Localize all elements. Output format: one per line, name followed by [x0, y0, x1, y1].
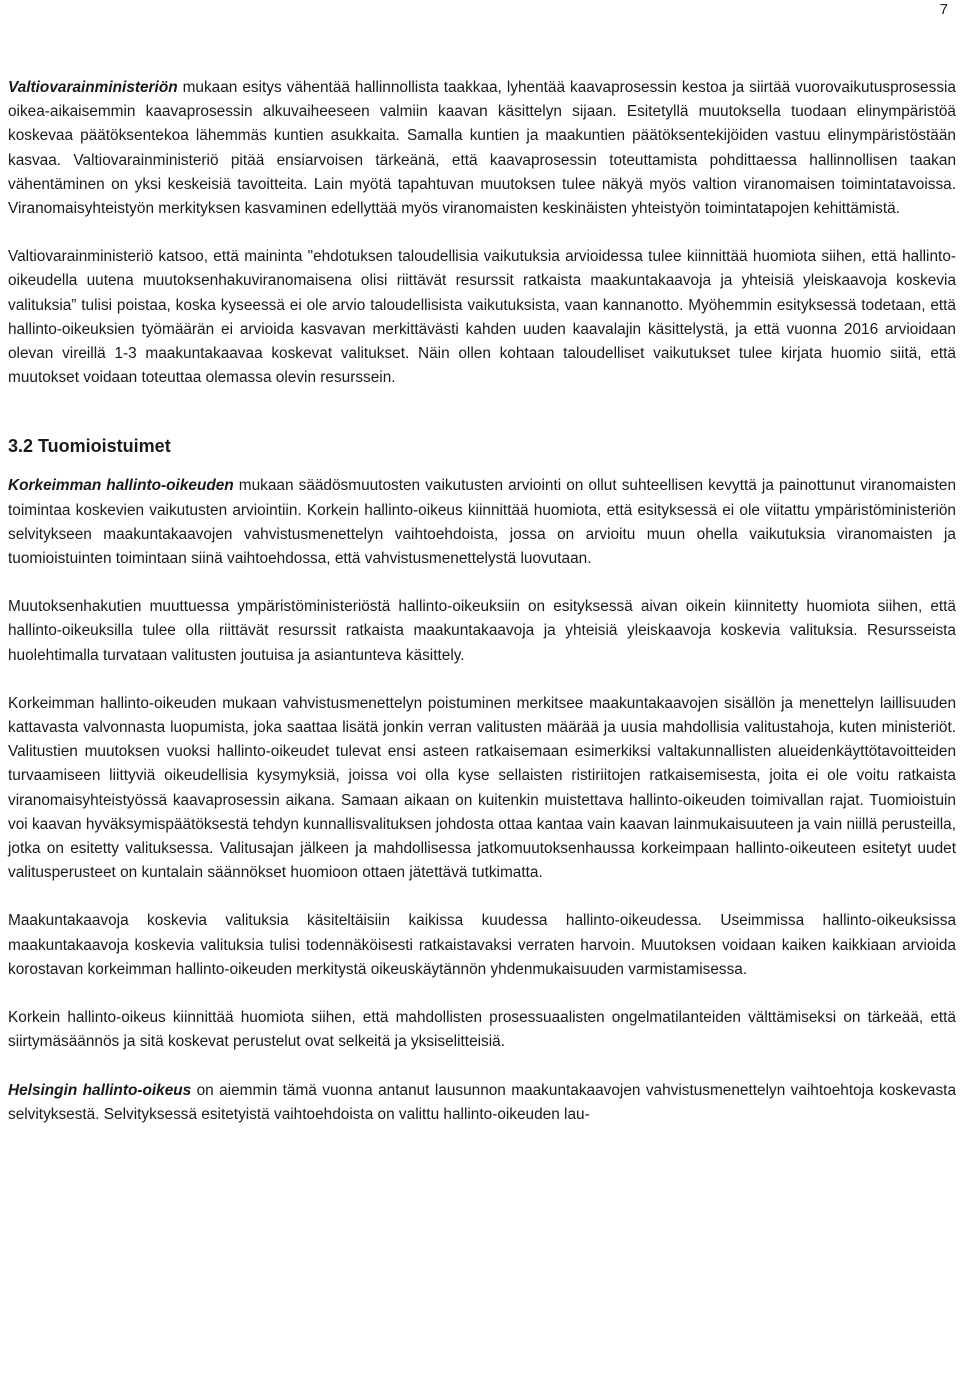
paragraph-kho-1 — [8, 474, 956, 571]
section-heading: 3.2 Tuomioistuimet — [8, 436, 171, 457]
paragraph-helsinki-hao — [8, 1079, 956, 1127]
paragraph-lead-valtiovarainministerio: Valtiovarainministeriön — [8, 79, 178, 96]
document-body — [8, 76, 956, 1127]
paragraph-text: mukaan säädösmuutosten vaikutusten arviointi on ollut suhteellisen kevyttä ja painottunut viranomaisten toimintaa koskevien vaikutusten arviointiin. Korkein hallinto-oikeus kiinnittää huomiota, että esityksessä ei ole viitattu ympäristöministeriön selvitykseen maakuntakaavojen vahvistusmenettelyn vaihtoehdoista, jossa on arvioitu muun ohella vaikutuksia viranomaisten ja tuomioistuinten toimintaan siinä vaihtoehdossa, että vahvistusmenettelystä luovutaan. — [8, 477, 956, 568]
paragraph-text: on aiemmin tämä vuonna antanut lausunnon maakuntakaavojen vahvistusmenettelyn vaihtoehtoja koskevasta selvityksestä. Selvityksessä esitetyistä vaihtoehdoista on valittu hallinto-oikeuden lau- — [8, 1081, 957, 1123]
paragraph-kho-5: Korkein hallinto-oikeus kiinnittää huomiota siihen, että mahdollisten prosessuaalisten ongelmatilanteiden välttämiseksi on tärkeää, että siirtymäsäännös ja sitä koskevat perustelut ovat selkeitä ja yksiselitteisiä. — [8, 1009, 956, 1051]
page-number: 7 — [939, 1, 948, 18]
paragraph-valtiovarainministerio-2: Valtiovarainministeriö katsoo, että maininta "ehdotuksen taloudellisia vaikutuksia arvioidessa tulee kiinnittää huomiota siihen, että hallinto-oikeudella uutena muutoksenhakuviranomaisena olisi riittävät resurssit ratkaista maakuntakaavoja ja yhteisiä yleiskaavoja koskevia valituksia” tulisi poistaa, koska kyseessä ei ole arvio taloudellisista vaikutuksista, vaan kannanotto. Myöhemmin esityksessä todetaan, että hallinto-oikeuksien työmäärän ei arvioida kasvavan merkittävästi kahden uuden kaavalajin käsittelystä, ja että vuonna 2016 arvioidaan olevan vireillä 1-3 maakuntakaavaa koskevat valitukset. Näin ollen kohtaan taloudelliset vaikutukset tulee kirjata huomio siitä, että muutokset voidaan toteuttaa olemassa olevin resurssein. — [8, 248, 956, 387]
paragraph-kho-2: Muutoksenhakutien muuttuessa ympäristöministeriöstä hallinto-oikeuksiin on esityksessä aivan oikein kiinnitetty huomiota siihen, että hallinto-oikeuksilla tulee olla riittävät resurssit ratkaista maakuntakaavoja ja yhteisiä yleiskaavoja koskevia valituksia. Resursseista huolehtimalla turvataan valitusten joutuisa ja asiantunteva käsittely. — [8, 598, 956, 664]
paragraph-kho-3: Korkeimman hallinto-oikeuden mukaan vahvistusmenettelyn poistuminen merkitsee maakuntakaavojen sisällön ja menettelyn laillisuuden kattavasta valvonnasta luopumista, joka saattaa lisätä jonkin verran valitusten määrää ja uusia mahdollisia valitustahoja, kuten ministeriöt. Valitustien muutoksen vuoksi hallinto-oikeudet tulevat ensi asteen ratkaisemaan esimerkiksi valtakunnallisten alueidenkäyttötavoitteiden turvaamiseen liittyviä oikeudellisia kysymyksiä, joissa voi olla kyse sellaisten ristiriitojen ratkaisemisesta, joita ei ole voitu ratkaista viranomaisyhteistyössä kaavaprosessin aikana. Samaan aikaan on kuitenkin muistettava hallinto-oikeuden toimivallan rajat. Tuomioistuin voi kaavan hyväksymispäätöksestä tehdyn kunnallisvalituksen johdosta ottaa kantaa vain kaavan lainmukaisuuteen ja vain niillä perusteilla, jotka on esitetty valituksessa. Valitusajan jälkeen ja mahdollisessa jatkomuutoksenhaussa korkeimpaan hallinto-oikeuteen esitetyt uudet valitusperusteet on kuntalain säännökset huomioon ottaen jätettävä tutkimatta. — [8, 694, 956, 882]
paragraph-valtiovarainministerio-1 — [8, 76, 956, 221]
paragraph-kho-4: Maakuntakaavoja koskevia valituksia käsiteltäisiin kaikissa kuudessa hallinto-oikeudessa. Useimmissa hallinto-oikeuksissa maakuntakaavoja koskevia valituksia tulisi todennäköisesti ratkaistavaksi verraten harvoin. Muutoksen voidaan kaiken kaikkiaan arvioida korostavan korkeimman hallinto-oikeuden merkitystä oikeuskäytännön yhdenmukaisuuden varmistamisessa. — [8, 912, 956, 978]
paragraph-text: mukaan esitys vähentää hallinnollista taakkaa, lyhentää kaavaprosessin kestoa ja siirtää vuorovaikutusprosessia oikea-aikaisemmin kaavaprosessin alkuvaiheeseen valmiin kaavan käsittelyn sijaan. Esitetyllä muutoksella tuodaan elinympäristöä koskevaa päätöksentekoa lähemmäs kuntien asukkaita. Samalla kuntien ja maakuntien päätöksentekijöiden vastuu elinympäristöstään kasvaa. Valtiovarainministeriö pitää ensiarvoisen tärkeänä, että kaavaprosessin toteuttamista pohdittaessa hallinnollisen taakan vähentäminen on yksi keskeisiä tavoitteita. Lain myötä tapahtuvan muutoksen tulee näkyä myös valtion viranomaisen toimintatavoissa. Viranomaisyhteistyön merkityksen kasvaminen edellyttää myös viranomaisten keskinäisten yhteistyön toimintatapojen kehittämistä. — [8, 79, 956, 218]
paragraph-lead-kho: Korkeimman hallinto-oikeuden — [8, 477, 234, 495]
paragraph-lead-helsinki-hao: Helsingin hallinto-oikeus — [8, 1081, 192, 1099]
